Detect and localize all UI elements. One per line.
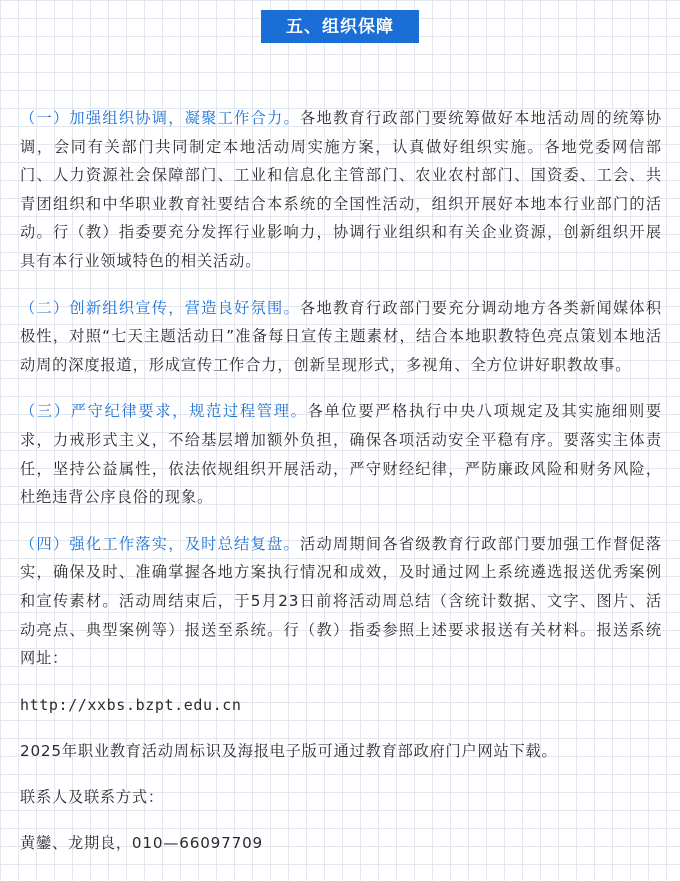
section-text: 各地教育行政部门要充分调动地方各类新闻媒体积极性，对照“七天主题活动日”准备每日宣传主题素材，结合本地职教特色亮点策划本地活动周的深度报道，形成宣传工作合力，创新呈现形式，多视角、全方位讲好职教故事。 <box>20 298 662 374</box>
contact-info: 黄鑾、龙期良，010—66097709 <box>20 833 263 852</box>
section-lead: （三）严守纪律要求，规范过程管理。 <box>20 402 308 421</box>
section-text: 各地教育行政部门要统筹做好本地活动周的统筹协调，会同有关部门共同制定本地活动周实施方案，认真做好组织实施。各地党委网信部门、人力资源社会保障部门、工业和信息化主管部门、农业农村部门、国资委、工会、共青团组织和中华职业教育社要结合本系统的全国性活动，组织开展好本地本行业部门的活动。行（教）指委要充分发挥行业影响力，协调行业组织和有关企业资源，创新组织开展具有本行业领域特色的相关活动。 <box>20 109 662 270</box>
section-header <box>0 10 680 43</box>
section-title: 五、组织保障 <box>261 10 419 43</box>
contact-label: 联系人及联系方式： <box>20 787 164 806</box>
section-paragraph-4 <box>20 530 662 673</box>
article-body <box>20 104 662 857</box>
section-lead: （四）强化工作落实，及时总结复盘。 <box>20 534 301 553</box>
section-paragraph-2 <box>20 294 662 380</box>
download-note: 2025年职业教育活动周标识及海报电子版可通过教育部政府门户网站下载。 <box>20 741 558 760</box>
section-text: 活动周期间各省级教育行政部门要加强工作督促落实，确保及时、准确掌握各地方案执行情况和成效，及时通过网上系统遴选报送优秀案例和宣传素材。活动周结束后，于5月23日前将活动周总结（含统计数据、文字、图片、活动亮点、典型案例等）报送至系统。行（教）指委参照上述要求报送有关材料。报送系统网址： <box>20 534 662 668</box>
section-text: 各单位要严格执行中央八项规定及其实施细则要求，力戒形式主义，不给基层增加额外负担，确保各项活动安全平稳有序。要落实主体责任，坚持公益属性，依法依规组织开展活动，严守财经纪律，严防廉政风险和财务风险，杜绝违背公序良俗的现象。 <box>20 402 662 507</box>
section-lead: （一）加强组织协调，凝聚工作合力。 <box>20 109 301 127</box>
section-paragraph-3 <box>20 397 662 511</box>
section-lead: （二）创新组织宣传，营造良好氛围。 <box>20 298 301 317</box>
section-paragraph-1 <box>20 104 662 276</box>
submission-system-url[interactable]: http://xxbs.bzpt.edu.cn <box>20 695 242 714</box>
